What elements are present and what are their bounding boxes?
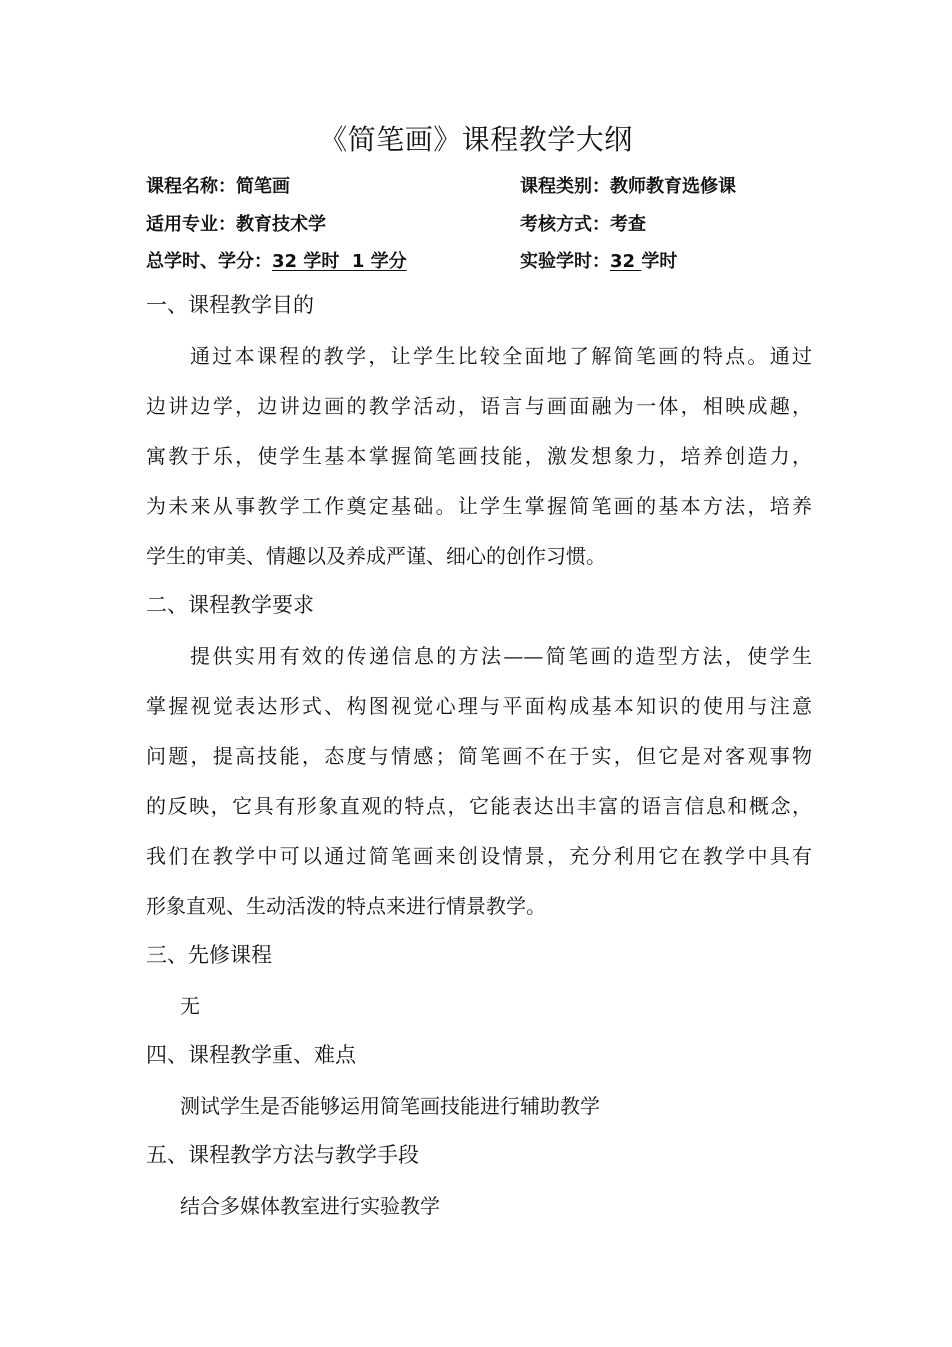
section-heading-objectives: 一、课程教学目的 bbox=[146, 293, 314, 317]
paragraph-line: 通过本课程的教学，让学生比较全面地了解简笔画的特点。通过 bbox=[190, 344, 812, 368]
assessment-label: 考核方式： bbox=[520, 214, 610, 235]
lab-hours-unit: 学时 bbox=[641, 251, 678, 272]
paragraph-line: 形象直观、生动活泼的特点来进行情景教学。 bbox=[146, 894, 546, 918]
hours-field bbox=[146, 247, 407, 273]
prerequisites-text: 无 bbox=[180, 994, 200, 1018]
paragraph-line: 为未来从事教学工作奠定基础。让学生掌握简笔画的基本方法，培养 bbox=[146, 494, 812, 518]
course-type-label: 课程类别： bbox=[520, 176, 610, 197]
methods-text: 结合多媒体教室进行实验教学 bbox=[180, 1194, 440, 1218]
course-name-value: 简笔画 bbox=[236, 176, 290, 197]
paragraph-line: 问题，提高技能，态度与情感；简笔画不在于实，但它是对客观事物 bbox=[146, 744, 812, 768]
paragraph-line: 的反映，它具有形象直观的特点，它能表达出丰富的语言信息和概念， bbox=[146, 794, 812, 818]
section-heading-requirements: 二、课程教学要求 bbox=[146, 593, 314, 617]
assessment-value: 考查 bbox=[610, 214, 646, 235]
paragraph-line: 提供实用有效的传递信息的方法——简笔画的造型方法，使学生 bbox=[190, 644, 812, 668]
major-value: 教育技术学 bbox=[236, 214, 326, 235]
lab-hours-label: 实验学时： bbox=[520, 251, 610, 272]
lab-hours-field bbox=[520, 247, 677, 273]
course-name-field bbox=[146, 172, 290, 198]
paragraph-line: 边讲边学，边讲边画的教学活动，语言与画面融为一体，相映成趣， bbox=[146, 394, 812, 418]
paragraph-line: 掌握视觉表达形式、构图视觉心理与平面构成基本知识的使用与注意 bbox=[146, 694, 812, 718]
key-points-text: 测试学生是否能够运用简笔画技能进行辅助教学 bbox=[180, 1094, 600, 1118]
lab-hours-number: 32 bbox=[610, 251, 642, 272]
section-heading-key-points: 四、课程教学重、难点 bbox=[146, 1043, 356, 1067]
course-type-field bbox=[520, 172, 736, 198]
major-label: 适用专业： bbox=[146, 214, 236, 235]
major-field bbox=[146, 210, 326, 236]
section-heading-prerequisites: 三、先修课程 bbox=[146, 943, 272, 967]
paragraph-line: 学生的审美、情趣以及养成严谨、细心的创作习惯。 bbox=[146, 544, 606, 568]
hours-label: 总学时、学分： bbox=[146, 251, 272, 272]
paragraph-line: 寓教于乐，使学生基本掌握简笔画技能，激发想象力，培养创造力， bbox=[146, 444, 812, 468]
document-title: 《简笔画》课程教学大纲 bbox=[319, 123, 633, 156]
assessment-field bbox=[520, 210, 646, 236]
paragraph-line: 我们在教学中可以通过简笔画来创设情景，充分利用它在教学中具有 bbox=[146, 844, 812, 868]
course-name-label: 课程名称： bbox=[146, 176, 236, 197]
hours-value: 32 学时 1 学分 bbox=[272, 251, 407, 272]
course-type-value: 教师教育选修课 bbox=[610, 176, 736, 197]
section-heading-methods: 五、课程教学方法与教学手段 bbox=[146, 1143, 419, 1167]
